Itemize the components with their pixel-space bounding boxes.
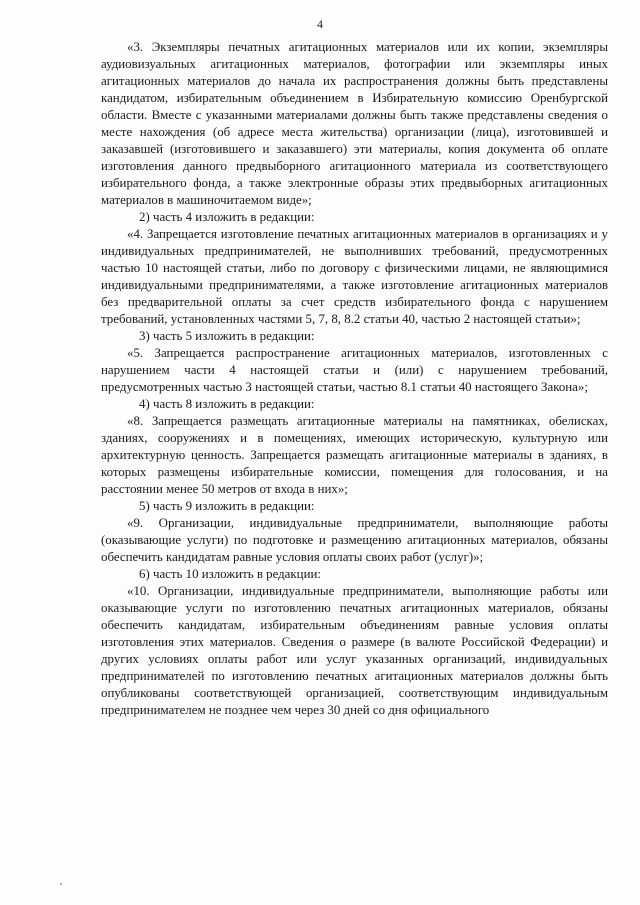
amendment-item-6: 6) часть 10 изложить в редакции: bbox=[139, 567, 321, 581]
paragraph-quote-part-9: «9. Организации, индивидуальные предприниматели, выполняющие работы (оказывающие услуги) по подготовке и размещению агитационных материалов, обязаны обеспечить кандидатам равные условия оплаты своих работ (услуг)»; bbox=[101, 516, 608, 564]
paragraph-quote-part-8: «8. Запрещается размещать агитационные материалы на памятниках, обелисках, зданиях, сооружениях и в помещениях, имеющих историческую, культурную или архитектурную ценность. Запрещается размещать агитационные материалы в зданиях, в которых размещены избирательные комиссии, помещения для голосования, и на расстоянии менее 50 метров от входа в них»; bbox=[101, 414, 608, 496]
scan-speck bbox=[60, 883, 62, 885]
paragraph-quote-part-5: «5. Запрещается распространение агитационных материалов, изготовленных с нарушением части 4 настоящей статьи и (или) с нарушением требований, предусмотренных частью 3 настоящей статьи, частью 8.1 статьи 40 настоящего Закона»; bbox=[101, 346, 608, 394]
paragraph-quote-part-4: «4. Запрещается изготовление печатных агитационных материалов в организациях и у индивидуальных предпринимателей, не выполнивших требований, предусмотренных частью 10 настоящей статьи, либо по договору с физическими лицами, не являющимися индивидуальными предпринимателями, а также изготовление агитационных материалов без предварительной оплаты за счет средств избирательного фонда с нарушением требований, установленных частями 5, 7, 8, 8.2 статьи 40, частью 2 настоящей статьи»; bbox=[101, 227, 608, 326]
page-number: 4 bbox=[317, 17, 323, 31]
amendment-item-3: 3) часть 5 изложить в редакции: bbox=[139, 329, 315, 343]
amendment-item-4: 4) часть 8 изложить в редакции: bbox=[139, 397, 315, 411]
amendment-item-5: 5) часть 9 изложить в редакции: bbox=[139, 499, 315, 513]
document-body bbox=[101, 39, 608, 719]
paragraph-quote-part-3: «3. Экземпляры печатных агитационных материалов или их копии, экземпляры аудиовизуальных агитационных материалов, фотографии или экземпляры иных агитационных материалов до начала их распространения должны быть представлены кандидатом, избирательным объединением в Избирательную комиссию Оренбургской области. Вместе с указанными материалами должны быть также представлены сведения о месте нахождения (об адресе места жительства) организации (лица), изготовившей и заказавшей (изготовившего и заказавшего) эти материалы, копия документа об оплате изготовления данного предвыборного агитационного материала из соответствующего избирательного фонда, а также электронные образы этих предвыборных агитационных материалов в машиночитаемом виде»; bbox=[101, 40, 608, 207]
paragraph-quote-part-10: «10. Организации, индивидуальные предприниматели, выполняющие работы или оказывающие услуги по изготовлению печатных агитационных материалов, обязаны обеспечить кандидатам, избирательным объединениям равные условия оплаты изготовления этих материалов. Сведения о размере (в валюте Российской Федерации) и других условиях оплаты работ или услуг указанных организаций, индивидуальных предпринимателей по изготовлению печатных агитационных материалов должны быть опубликованы соответствующей организацией, соответствующим индивидуальным предпринимателем не позднее чем через 30 дней со дня официального bbox=[101, 584, 608, 717]
amendment-item-2: 2) часть 4 изложить в редакции: bbox=[139, 210, 315, 224]
